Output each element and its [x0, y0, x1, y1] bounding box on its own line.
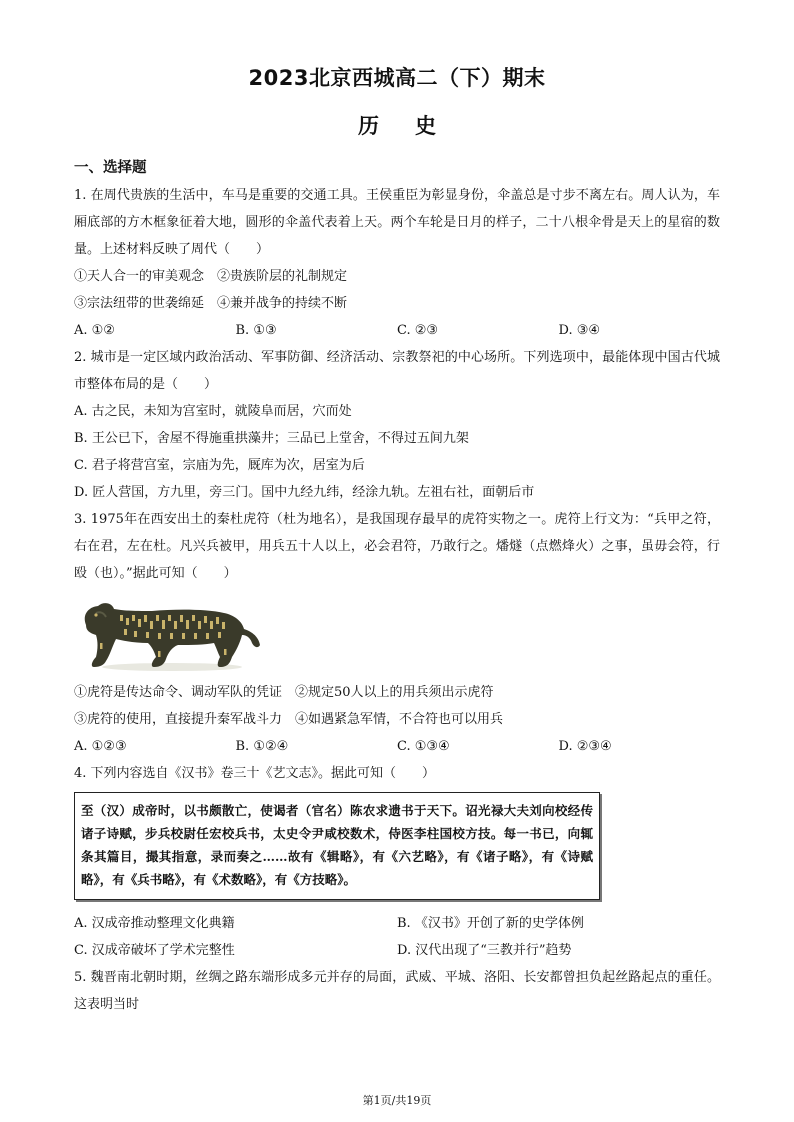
question-stem: 3. 1975年在西安出土的秦杜虎符（杜为地名），是我国现存最早的虎符实物之一。虎符上行文为：“兵甲之符，右在君，左在杜。凡兴兵被甲，用兵五十人以上，必会君符，乃敢行之。燔燧（点燃烽火）之事，虽毋会符，行殴（也）。”据此可知（ ）	[74, 512, 720, 581]
statement-line: ①虎符是传达命令、调动军队的凭证 ②规定50人以上的用兵须出示虎符	[74, 685, 494, 700]
page-footer: 第1页/共19页	[362, 1094, 432, 1107]
option-d: D. ③④	[558, 323, 601, 338]
tiger-tally-image	[74, 587, 720, 679]
option-b: B. ①③	[235, 323, 277, 338]
question-1	[74, 182, 720, 344]
tiger-tally-illustration	[74, 591, 264, 675]
question-stem: 1. 在周代贵族的生活中，车马是重要的交通工具。王侯重臣为彰显身份，伞盖总是寸步不离左右。周人认为，车厢底部的方木框象征着大地，圆形的伞盖代表着上天。两个车轮是日月的样子，二十八根伞骨是天上的星宿的数量。上述材料反映了周代（ ）	[74, 188, 720, 257]
option-b: B. 《汉书》开创了新的史学体例	[397, 916, 584, 931]
question-4	[74, 760, 720, 964]
options-row	[74, 317, 720, 344]
option-d: D. 匠人营国，方九里，旁三门。国中九经九纬，经涂九轨。左祖右社，面朝后市	[74, 485, 535, 500]
question-3	[74, 506, 720, 760]
option-a: A. 汉成帝推动整理文化典籍	[74, 916, 235, 931]
question-2	[74, 344, 720, 506]
options-row	[74, 733, 720, 760]
question-stem: 2. 城市是一定区域内政治活动、军事防御、经济活动、宗教祭祀的中心场所。下列选项中，最能体现中国古代城市整体布局的是（ ）	[74, 350, 720, 392]
options-row	[74, 910, 720, 937]
option-c: C. 汉成帝破坏了学术完整性	[74, 943, 235, 958]
option-c: C. ①③④	[397, 739, 450, 754]
option-a: A. 古之民，未知为宫室时，就陵阜而居，穴而处	[74, 404, 352, 419]
question-stem: 5. 魏晋南北朝时期，丝绸之路东端形成多元并存的局面，武威、平城、洛阳、长安都曾担负起丝路起点的重任。这表明当时	[74, 970, 720, 1012]
option-a: A. ①②	[74, 323, 115, 338]
option-d: D. ②③④	[558, 739, 612, 754]
section-heading: 一、选择题	[74, 160, 147, 176]
option-b: B. 王公已下，舍屋不得施重拱藻井；三品已上堂舍，不得过五间九架	[74, 431, 469, 446]
option-a: A. ①②③	[74, 739, 127, 754]
statement-line: ③宗法纽带的世袭绵延 ④兼并战争的持续不断	[74, 296, 348, 311]
source-quote-box: 至（汉）成帝时，以书颇散亡，使谒者（官名）陈农求遗书于天下。诏光禄大夫刘向校经传诸子诗赋，步兵校尉任宏校兵书，太史令尹咸校数术，侍医李柱国校方技。每一书已，向辄条其篇目，撮其指意，录而奏之……故有《辑略》，有《六艺略》，有《诸子略》，有《诗赋略》，有《兵书略》，有《术数略》，有《方技略》。	[74, 792, 600, 900]
statement-line: ①天人合一的审美观念 ②贵族阶层的礼制规定	[74, 269, 348, 284]
subject-title: 历史	[358, 114, 472, 138]
option-c: C. 君子将营宫室，宗庙为先，厩库为次，居室为后	[74, 458, 365, 473]
page-title: 2023北京西城高二（下）期末	[248, 66, 546, 90]
option-b: B. ①②④	[235, 739, 289, 754]
questions-content	[74, 182, 720, 1018]
option-c: C. ②③	[397, 323, 439, 338]
statement-line: ③虎符的使用，直接提升秦军战斗力 ④如遇紧急军情，不合符也可以用兵	[74, 712, 504, 727]
option-d: D. 汉代出现了“三教并行”趋势	[397, 943, 572, 958]
question-stem: 4. 下列内容选自《汉书》卷三十《艺文志》。据此可知（ ）	[74, 766, 436, 781]
options-row	[74, 937, 720, 964]
question-5	[74, 964, 720, 1018]
